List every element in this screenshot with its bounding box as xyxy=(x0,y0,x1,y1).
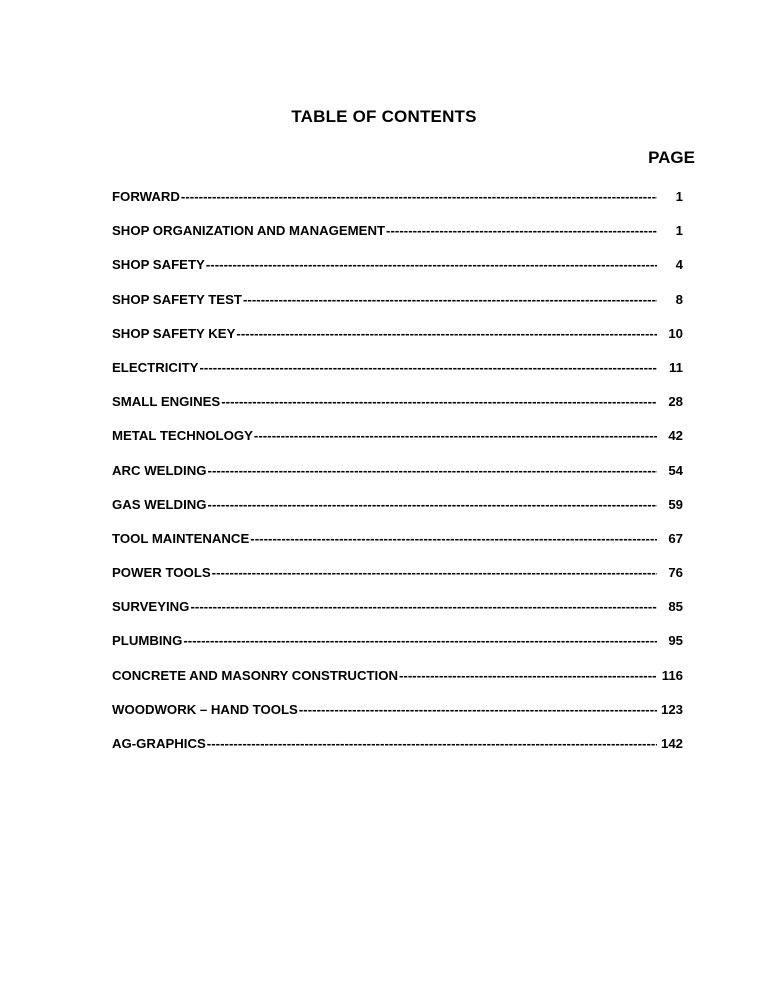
toc-entry-page: 54 xyxy=(668,462,683,478)
toc-list xyxy=(112,189,683,770)
toc-entry-label: SHOP SAFETY KEY xyxy=(112,325,236,341)
toc-entry-ag-graphics xyxy=(112,736,683,770)
toc-entry-page: 76 xyxy=(668,565,683,581)
toc-entry-label: CONCRETE AND MASONRY CONSTRUCTION xyxy=(112,667,398,683)
toc-entry-page: 8 xyxy=(675,291,683,307)
toc-entry-label: SHOP ORGANIZATION AND MANAGEMENT xyxy=(112,223,386,239)
toc-dot-leader xyxy=(236,326,657,341)
toc-dot-leader xyxy=(181,189,657,204)
toc-dot-leader xyxy=(243,292,657,307)
toc-dot-leader xyxy=(254,428,657,443)
toc-dot-leader xyxy=(208,497,657,512)
toc-entry-concrete-masonry xyxy=(112,668,683,702)
toc-entry-label: POWER TOOLS xyxy=(112,565,211,581)
toc-entry-label: METAL TECHNOLOGY xyxy=(112,428,253,444)
toc-entry-shop-organization xyxy=(112,223,683,257)
toc-entry-page: 1 xyxy=(675,189,683,204)
toc-dot-leader xyxy=(190,599,657,614)
toc-entry-page: 1 xyxy=(675,223,683,239)
toc-entry-arc-welding xyxy=(112,463,683,497)
toc-entry-page: 67 xyxy=(668,530,683,546)
toc-entry-label: FORWARD xyxy=(112,189,180,204)
toc-entry-small-engines xyxy=(112,394,683,428)
toc-entry-label: SMALL ENGINES xyxy=(112,394,221,410)
toc-entry-woodwork-hand-tools xyxy=(112,702,683,736)
toc-entry-page: 28 xyxy=(668,394,683,410)
toc-entry-page: 4 xyxy=(675,257,683,273)
toc-entry-tool-maintenance xyxy=(112,531,683,565)
toc-entry-shop-safety-key xyxy=(112,326,683,360)
toc-entry-metal-technology xyxy=(112,428,683,462)
toc-entry-gas-welding xyxy=(112,497,683,531)
toc-entry-plumbing xyxy=(112,633,683,667)
toc-entry-forward xyxy=(112,189,683,223)
toc-entry-page: 95 xyxy=(668,633,683,649)
toc-entry-label: WOODWORK – HAND TOOLS xyxy=(112,701,298,717)
toc-entry-surveying xyxy=(112,599,683,633)
toc-entry-page: 116 xyxy=(661,667,683,683)
toc-dot-leader xyxy=(212,565,657,580)
toc-entry-electricity xyxy=(112,360,683,394)
toc-dot-leader xyxy=(399,668,657,683)
toc-entry-page: 10 xyxy=(668,325,683,341)
toc-dot-leader xyxy=(207,736,657,751)
toc-dot-leader xyxy=(299,702,657,717)
toc-entry-shop-safety xyxy=(112,257,683,291)
toc-dot-leader xyxy=(199,360,657,375)
toc-entry-shop-safety-test xyxy=(112,292,683,326)
toc-entry-label: PLUMBING xyxy=(112,633,183,649)
toc-entry-label: ARC WELDING xyxy=(112,462,207,478)
toc-entry-label: GAS WELDING xyxy=(112,496,207,512)
toc-entry-page: 59 xyxy=(668,496,683,512)
toc-dot-leader xyxy=(208,463,657,478)
page-column-header: PAGE xyxy=(648,148,695,167)
toc-entry-label: AG-GRAPHICS xyxy=(112,736,206,751)
toc-dot-leader xyxy=(250,531,657,546)
toc-title: TABLE OF CONTENTS xyxy=(291,107,477,126)
toc-entry-page: 142 xyxy=(660,736,683,751)
toc-entry-label: TOOL MAINTENANCE xyxy=(112,530,250,546)
toc-dot-leader xyxy=(221,394,657,409)
toc-entry-label: SHOP SAFETY TEST xyxy=(112,291,242,307)
toc-dot-leader xyxy=(206,257,657,272)
toc-dot-leader xyxy=(386,223,657,238)
toc-entry-label: SURVEYING xyxy=(112,599,190,615)
toc-entry-label: SHOP SAFETY xyxy=(112,257,205,273)
toc-entry-power-tools xyxy=(112,565,683,599)
toc-entry-page: 11 xyxy=(669,359,683,375)
toc-entry-page: 123 xyxy=(660,701,683,717)
toc-entry-page: 85 xyxy=(668,599,683,615)
toc-dot-leader xyxy=(183,633,657,648)
toc-entry-label: ELECTRICITY xyxy=(112,359,199,375)
toc-entry-page: 42 xyxy=(668,428,683,444)
